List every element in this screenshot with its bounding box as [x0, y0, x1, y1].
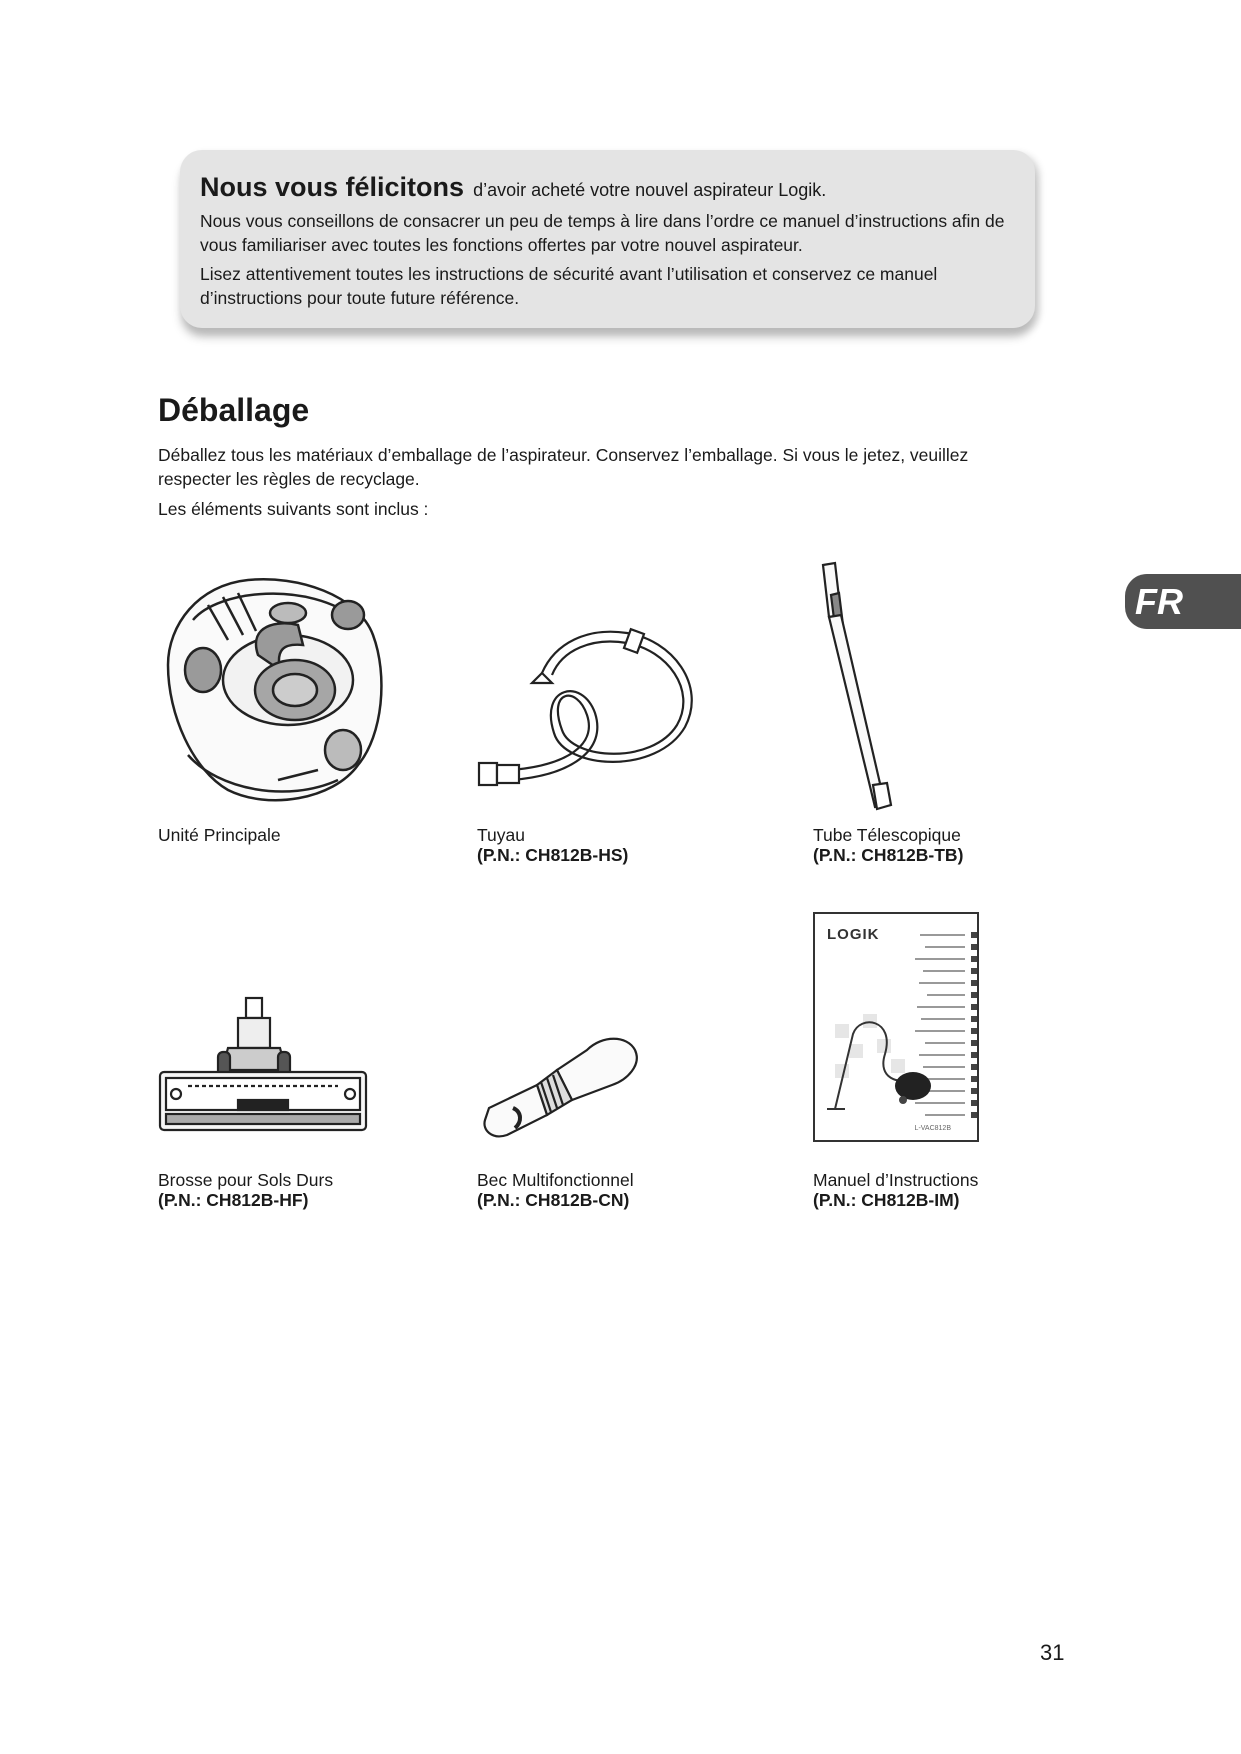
included-label: Les éléments suivants sont inclus : [158, 499, 429, 519]
item-instruction-manual [813, 912, 1093, 1215]
item-pn: (P.N.: CH812B-HF) [158, 1190, 309, 1210]
intro-title-rest: d’avoir acheté votre nouvel aspirateur Logik. [473, 180, 827, 200]
item-main-unit [158, 565, 438, 865]
section-text: Déballez tous les matériaux d’emballage de l’aspirateur. Conservez l’emballage. Si vous le jetez, veuillez respecter les règles de recyclage. [158, 445, 969, 489]
item-name: Unité Principale [158, 825, 281, 845]
item-pn: (P.N.: CH812B-HS) [477, 845, 629, 865]
manual-cover-icon [815, 914, 979, 1142]
item-name: Tuyau [477, 825, 525, 845]
manual-brand: LOGIK [827, 926, 880, 943]
intro-heading-line [200, 172, 1013, 205]
manual-cover [813, 912, 979, 1142]
item-name: Brosse pour Sols Durs [158, 1170, 334, 1190]
section-body [158, 443, 1018, 527]
item-hose [477, 565, 757, 865]
telescopic-tube-icon [813, 555, 913, 815]
intro-title: Nous vous félicitons [200, 172, 465, 202]
item-pn: (P.N.: CH812B-IM) [813, 1190, 960, 1210]
item-telescopic-tube [813, 555, 1093, 865]
item-name: Bec Multifonctionnel [477, 1170, 634, 1190]
intro-paragraph-1: Nous vous conseillons de consacrer un peu de temps à lire dans l’ordre ce manuel d’instructions afin de vous familiariser avec toutes les fonctions offertes par votre nouvel aspirateur. [200, 211, 1005, 255]
item-pn: (P.N.: CH812B-CN) [477, 1190, 630, 1210]
section-title: Déballage [158, 392, 310, 428]
intro-paragraph-2: Lisez attentivement toutes les instructions de sécurité avant l’utilisation et conservez ce manuel d’instructions pour toute future référence. [200, 264, 938, 308]
item-floor-brush [158, 990, 438, 1215]
page-number: 31 [1040, 1640, 1065, 1665]
item-name: Manuel d’Instructions [813, 1170, 979, 1190]
item-pn: (P.N.: CH812B-TB) [813, 845, 964, 865]
multi-nozzle-icon [477, 1030, 647, 1150]
floor-brush-icon [158, 990, 378, 1150]
item-name: Tube Télescopique [813, 825, 961, 845]
intro-box [180, 150, 1035, 328]
hose-icon [477, 565, 697, 815]
vacuum-main-unit-icon [158, 565, 398, 815]
item-multi-nozzle [477, 1030, 757, 1215]
language-tab-fr: FR [1125, 574, 1241, 629]
manual-code: L-VAC812B [914, 1125, 951, 1132]
